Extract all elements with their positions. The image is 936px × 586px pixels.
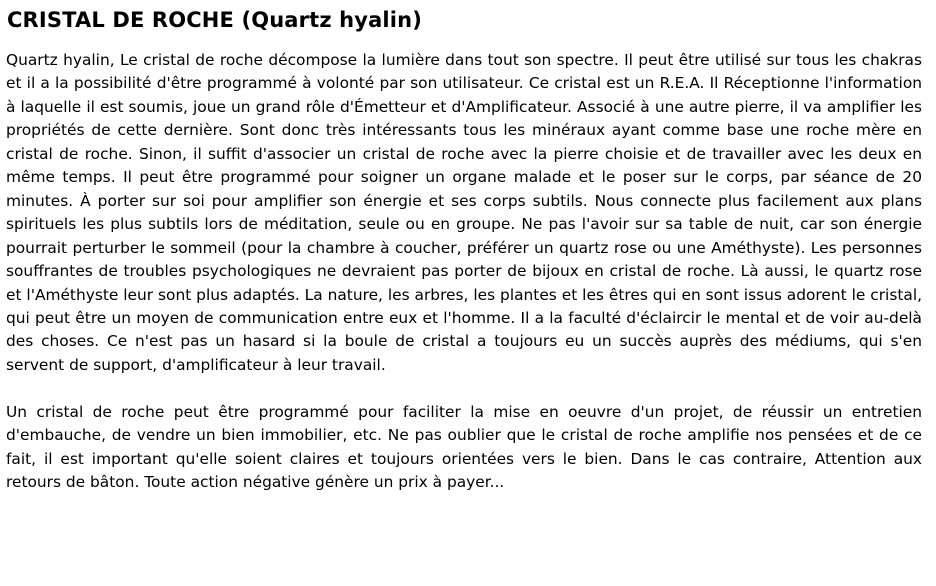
article-paragraph-1: Quartz hyalin, Le cristal de roche décompose la lumière dans tout son spectre. Il peut être utilisé sur tous les chakras et il a la possibilité d'être programmé à volonté par son utilisateur. Ce cristal est un R.E.A. Il Réceptionne l'information à laquelle il est soumis, joue un grand rôle d'Émetteur et d'Amplificateur. Associé à une autre pierre, il va amplifier les propriétés de cette dernière. Sont donc très intéressants tous les minéraux ayant comme base une roche mère en cristal de roche. Sinon, il suffit d'associer un cristal de roche avec la pierre choisie et de travailler avec les deux en même temps. Il peut être programmé pour soigner un organe malade et le poser sur le corps, par séance de 20 minutes. À porter sur soi pour amplifier son énergie et ses corps subtils. Nous connecte plus facilement aux plans spirituels les plus subtils lors de méditation, seule ou en groupe. Ne pas l'avoir sur sa table de nuit, car son énergie pourrait perturber le sommeil (pour la chambre à coucher, préférer un quartz rose ou une Améthyste). Les personnes souffrantes de troubles psychologiques ne devraient pas porter de bijoux en cristal de roche. Là aussi, le quartz rose et l'Améthyste leur sont plus adaptés. La nature, les arbres, les plantes et les êtres qui en sont issus adorent le cristal, qui peut être un moyen de communication entre eux et l'homme. Il a la faculté d'éclaircir le mental et de voir au-delà des choses. Ce n'est pas un hasard si la boule de cristal a toujours eu un succès auprès des médiums, qui s'en servent de support, d'amplificateur à leur travail. (6, 51, 922, 374)
article-title: CRISTAL DE ROCHE (Quartz hyalin) (7, 8, 422, 32)
article-paragraph-2: Un cristal de roche peut être programmé pour faciliter la mise en oeuvre d'un projet, de réussir un entretien d'embauche, de vendre un bien immobilier, etc. Ne pas oublier que le cristal de roche amplifie nos pensées et de ce fait, il est important qu'elle soient claires et toujours orientées vers le bien. Dans le cas contraire, Attention aux retours de bâton. Toute action négative génère un prix à payer... (6, 402, 922, 492)
